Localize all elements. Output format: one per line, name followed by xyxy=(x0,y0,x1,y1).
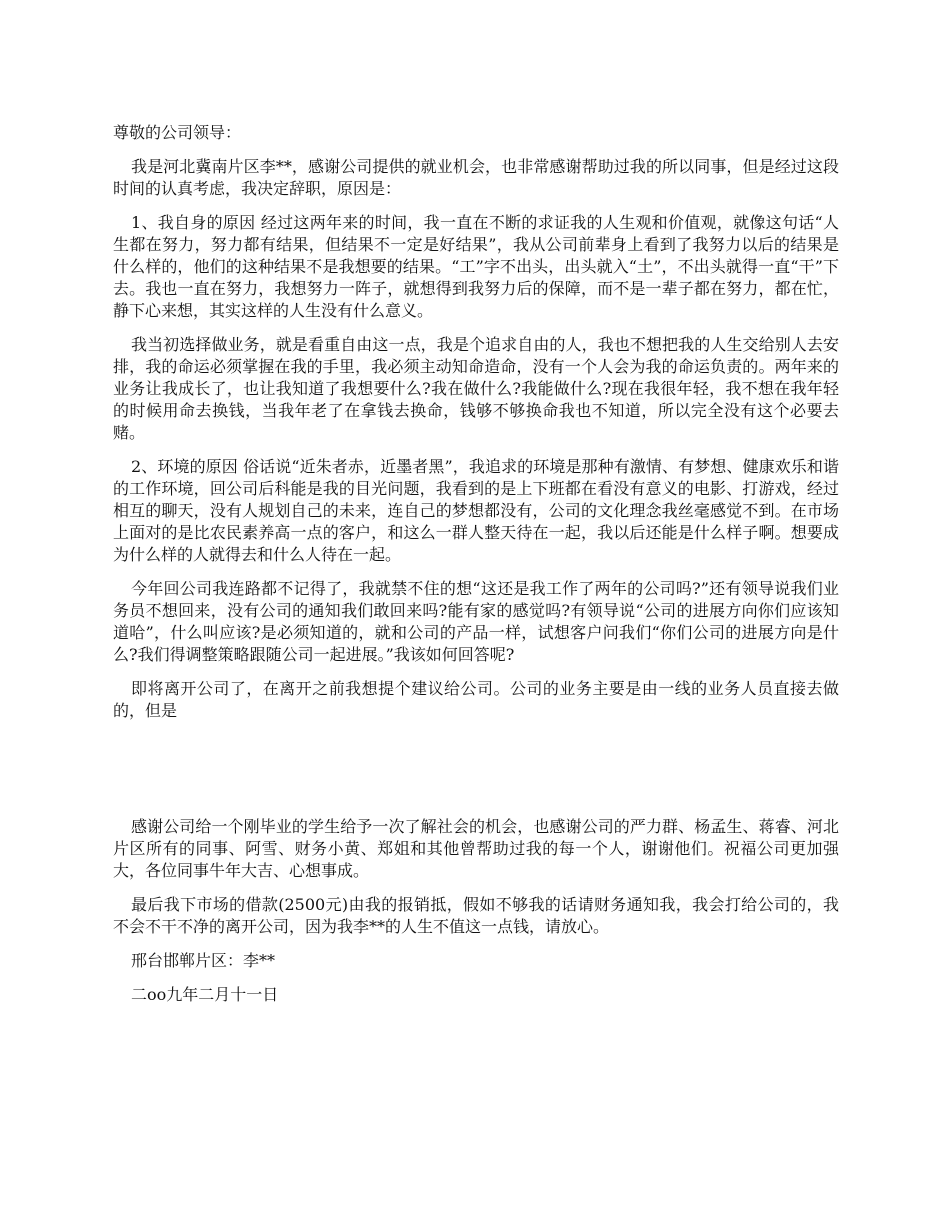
loan-paragraph: 最后我下市场的借款(2500元)由我的报销抵，假如不够我的话请财务通知我，我会打给公司的，我不会不干不净的离开公司，因为我李**的人生不值这一点钱，请放心。 xyxy=(113,895,839,936)
thanks-paragraph: 感谢公司给一个刚毕业的学生给予一次了解社会的机会，也感谢公司的严力群、杨孟生、蒋睿、河北片区所有的同事、阿雪、财务小黄、郑姐和其他曾帮助过我的每一个人，谢谢他们。祝福公司更加强大，各位同事牛年大吉、心想事成。 xyxy=(113,817,839,880)
reason-two-paragraph: 2、环境的原因 俗话说“近朱者赤，近墨者黑”，我追求的环境是那种有激情、有梦想、健康欢乐和谐的工作环境，回公司后科能是我的目光问题，我看到的是上下班都在看没有意义的电影、打游戏，经过相互的聊天，没有人规划自己的未来，连自己的梦想都没有，公司的文化理念我丝毫感觉不到。在市场上面对的是比农民素养高一点的客户，和这么一群人整天待在一起，我以后还能是什么样子啊。想要成为什么样的人就得去和什么人待在一起。 xyxy=(113,457,839,564)
resignation-letter xyxy=(113,122,839,1018)
suggestion-paragraph: 即将离开公司了，在离开之前我想提个建议给公司。公司的业务主要是由一线的业务人员直接去做的，但是 xyxy=(113,679,839,720)
signature: 邢台邯郸片区：李** xyxy=(131,951,276,970)
reason-one-paragraph: 1、我自身的原因 经过这两年来的时间，我一直在不断的求证我的人生观和价值观，就像这句话“人生都在努力，努力都有结果，但结果不一定是好结果”，我从公司前辈身上看到了我努力以后的结果是什么样的，他们的这种结果不是我想要的结果。“工”字不出头，出头就入“土”，不出头就得一直“干”下去。我也一直在努力，我想努力一阵子，就想得到我努力后的保障，而不是一辈子都在努力，都在忙，静下心来想，其实这样的人生没有什么意义。 xyxy=(113,213,839,320)
reason-two-continued-paragraph: 今年回公司我连路都不记得了，我就禁不住的想“这还是我工作了两年的公司吗?”还有领导说我们业务员不想回来，没有公司的通知我们敢回来吗?能有家的感觉吗?有领导说“公司的进展方向你们应该知道哈”，什么叫应该?是必须知道的，就和公司的产品一样，试想客户问我们“你们公司的进展方向是什么?我们得调整策略跟随公司一起进展。”我该如何回答呢? xyxy=(113,579,839,664)
intro-paragraph: 我是河北冀南片区李**，感谢公司提供的就业机会，也非常感谢帮助过我的所以同事，但是经过这段时间的认真考虑，我决定辞职，原因是： xyxy=(113,157,839,198)
date: 二oo九年二月十一日 xyxy=(131,985,279,1004)
salutation: 尊敬的公司领导： xyxy=(113,123,242,142)
blank-gap xyxy=(113,734,839,816)
reason-one-continued-paragraph: 我当初选择做业务，就是看重自由这一点，我是个追求自由的人，我也不想把我的人生交给别人去安排，我的命运必须掌握在我的手里，我必须主动知命造命，没有一个人会为我的命运负责的。两年来的业务让我成长了，也让我知道了我想要什么?我在做什么?我能做什么?现在我很年轻，我不想在我年轻的时候用命去换钱，当我年老了在拿钱去换命，钱够不够换命我也不知道，所以完全没有这个必要去赌。 xyxy=(113,335,839,442)
